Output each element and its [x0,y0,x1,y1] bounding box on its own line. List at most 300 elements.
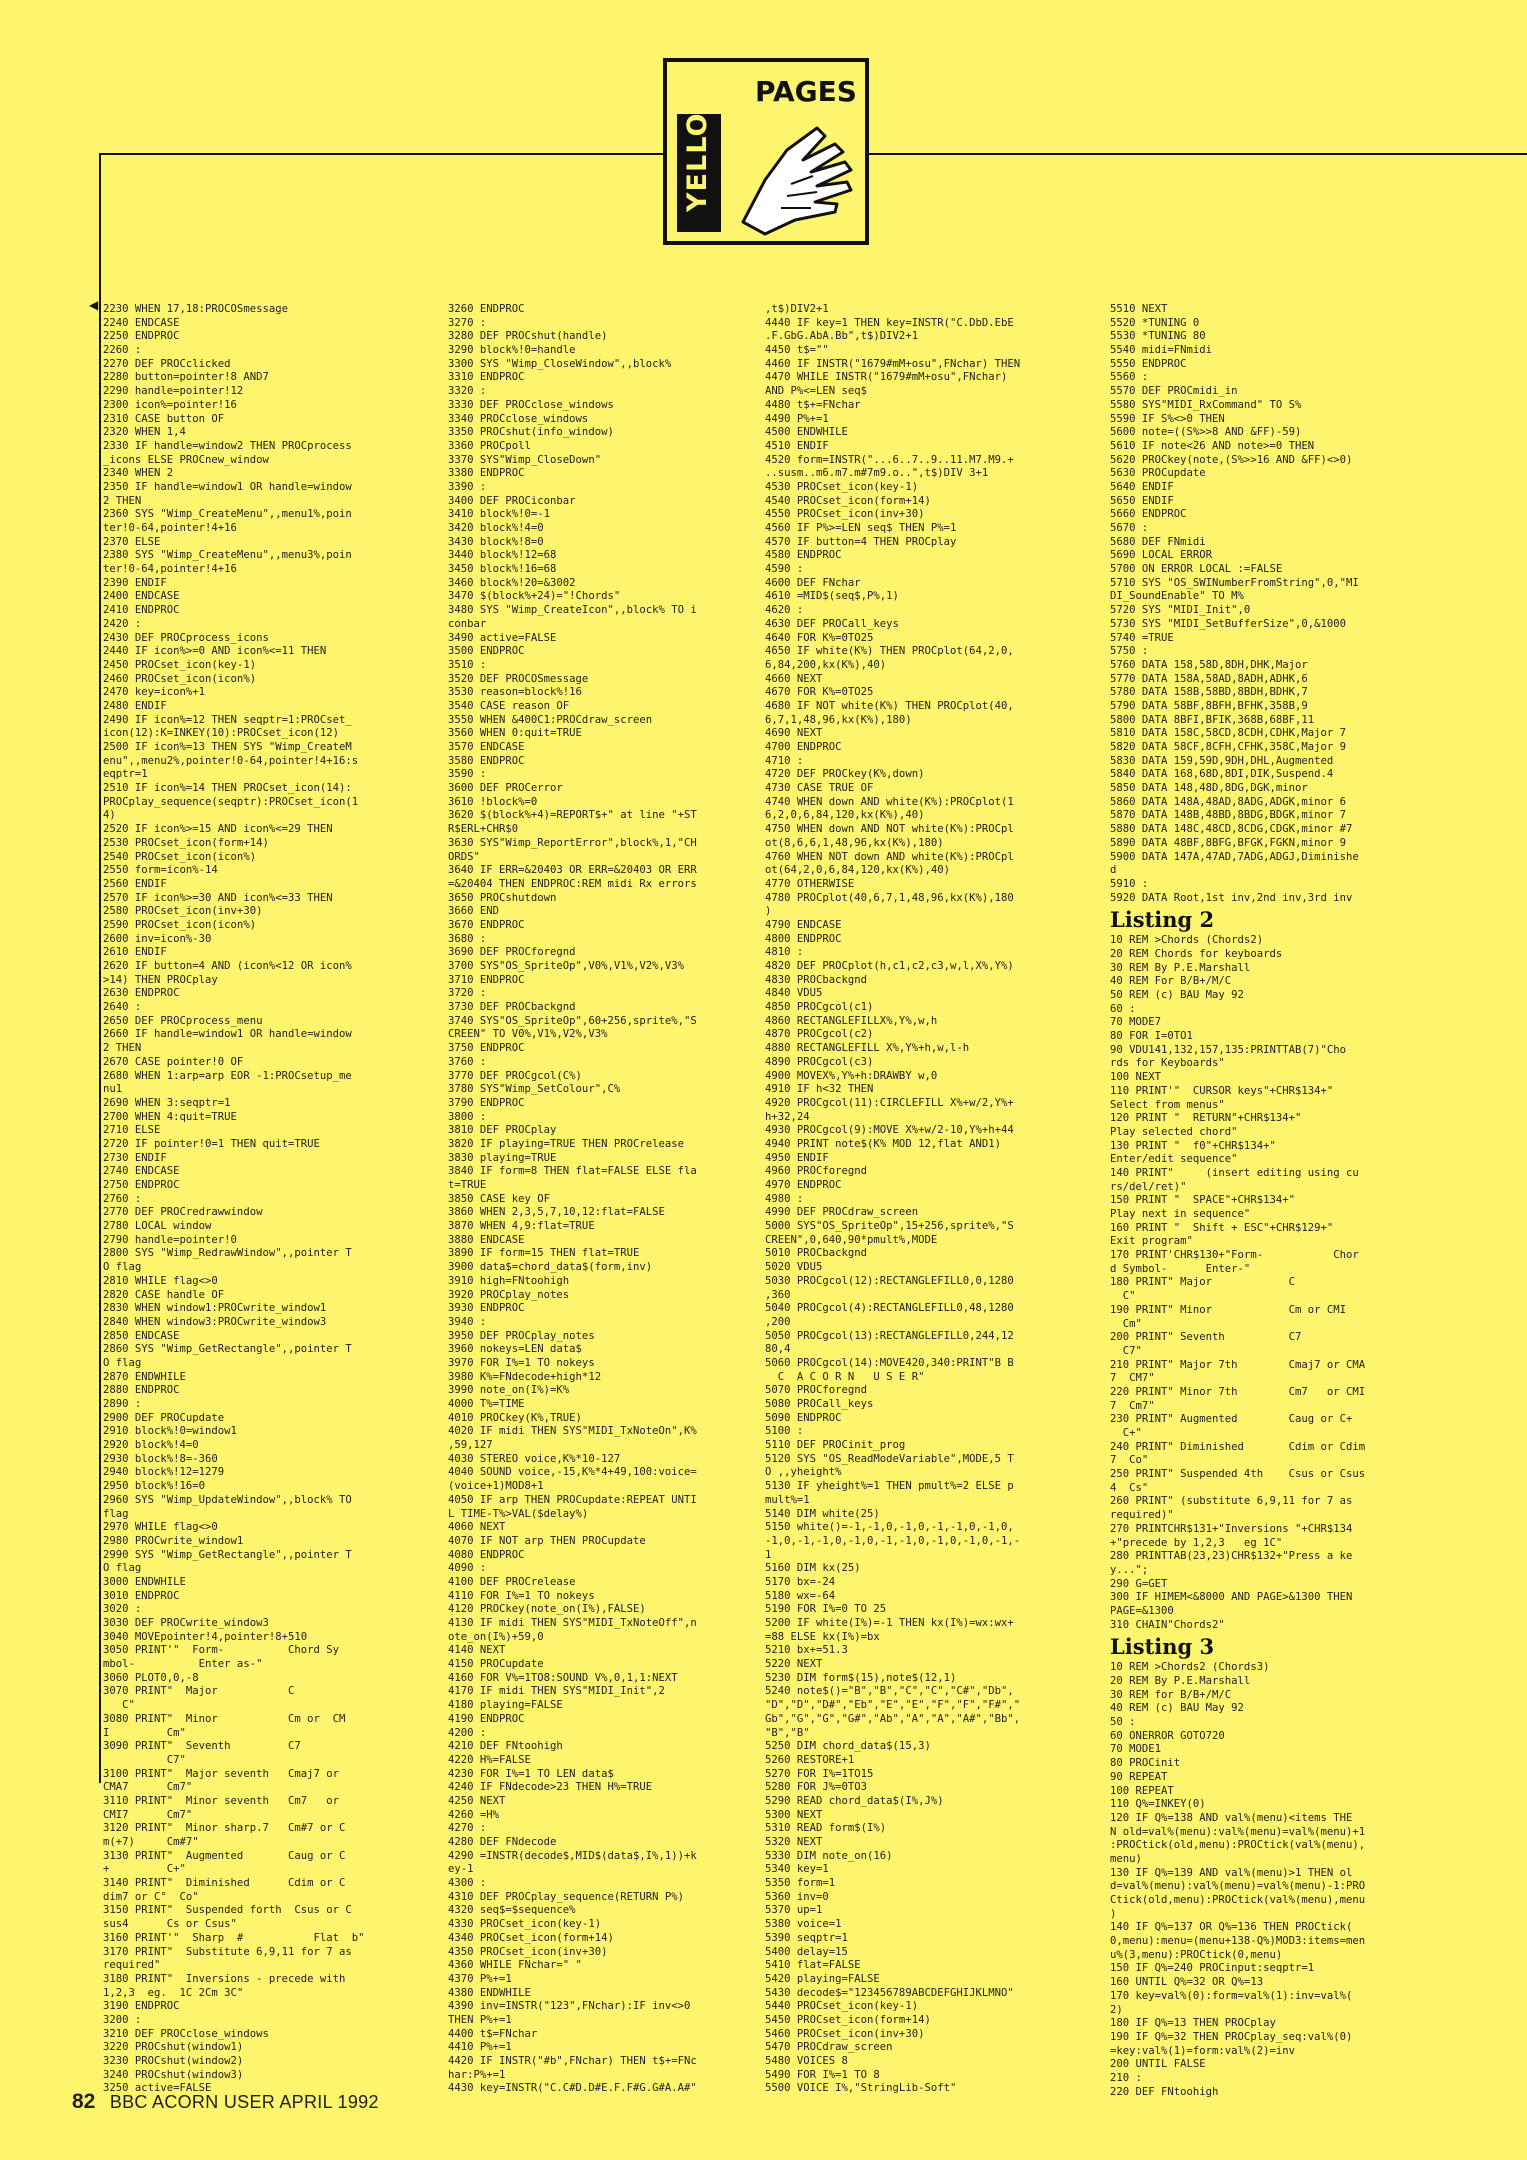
publication-title: BBC ACORN USER APRIL 1992 [109,2092,379,2112]
code-line: 5730 SYS "MIDI_SetBufferSize",0,&1000 [1110,617,1346,630]
code-line: 4870 PROCgcol(c2) [765,1028,874,1041]
code-line: 4360 WHILE FNchar=" " [448,1959,582,1972]
code-line: 180 PRINT" Major C [1110,1276,1295,1289]
code-line: 2470 key=icon%+1 [103,686,206,699]
code-line: 130 IF Q%=139 AND val%(menu)>1 THEN ol [1110,1866,1353,1879]
code-line: 3820 IF playing=TRUE THEN PROCrelease [448,1137,684,1150]
code-line: 4500 ENDWHILE [765,426,848,439]
code-line: sus4 Cs or Csus" [103,1918,237,1931]
code-line: 4160 FOR V%=1TO8:SOUND V%,0,1,1:NEXT [448,1671,678,1684]
code-line: 5800 DATA 8BFI,BFIK,368B,68BF,11 [1110,713,1315,726]
code-line: 2360 SYS "Wimp_CreateMenu",,menu1%,poin [103,508,352,521]
code-line: 5410 flat=FALSE [765,1959,861,1972]
code-line: 3930 ENDPROC [448,1302,525,1315]
code-line: conbar [448,617,487,630]
code-line: 2600 inv=icon%-30 [103,932,212,945]
code-line: 5630 PROCupdate [1110,467,1206,480]
code-line: 4030 STEREO voice,K%*10-127 [448,1452,621,1465]
code-line: 4270 : [448,1822,487,1835]
code-line: 4120 PROCkey(note_on(I%),FALSE) [448,1603,646,1616]
code-line: 3950 DEF PROCplay_notes [448,1329,595,1342]
code-line: 6,84,200,kx(K%),40) [765,658,887,671]
code-line: 2610 ENDIF [103,946,167,959]
code-line: 4380 ENDWHILE [448,1986,531,1999]
code-line: O flag [103,1356,142,1369]
code-line: 100 REPEAT [1110,1784,1174,1797]
code-line: 5070 PROCforegnd [765,1384,868,1397]
code-line: 3450 block%!16=68 [448,563,557,576]
code-line: +"precede by 1,2,3 eg 1C" [1110,1536,1283,1549]
code-line: 4760 WHEN NOT down AND white(K%):PROCpl [765,850,1014,863]
code-line: 2330 IF handle=window2 THEN PROCprocess [103,439,352,452]
code-line: 4050 IF arp THEN PROCupdate:REPEAT UNTI [448,1493,697,1506]
code-line: 3270 : [448,316,487,329]
code-line: 3090 PRINT" Seventh C7 [103,1740,301,1753]
code-line: 2490 IF icon%=12 THEN seqptr=1:PROCset_ [103,713,352,726]
code-line: 5740 =TRUE [1110,631,1174,644]
code-line: 3170 PRINT" Substitute 6,9,11 for 7 as [103,1945,352,1958]
code-line: 70 MODE1 [1110,1743,1162,1756]
code-line: 4600 DEF FNchar [765,576,861,589]
code-line: 2300 icon%=pointer!16 [103,398,237,411]
code-line: 2670 CASE pointer!0 OF [103,1055,244,1068]
code-line: 3980 K%=FNdecode+high*12 [448,1370,602,1383]
code-line: rs/del/ret)" [1110,1180,1187,1193]
code-line: 2620 IF button=4 AND (icon%<12 OR icon% [103,960,352,972]
code-line: 50 REM (c) BAU May 92 [1110,989,1244,1001]
code-line: 4390 inv=INSTR("123",FNchar):IF inv<>0 [448,2000,691,2013]
code-line: 2660 IF handle=window1 OR handle=window [103,1028,352,1041]
code-line: CMI7 Cm7" [103,1808,193,1821]
code-line: 2820 CASE handle OF [103,1288,225,1301]
code-line: 5320 NEXT [765,1836,823,1848]
code-line: 40 REM (c) BAU May 92 [1110,1702,1244,1715]
code-line: 5330 DIM note_on(16) [765,1849,893,1862]
code-line: 90 REPEAT [1110,1770,1168,1783]
code-line: 2560 ENDIF [103,877,167,890]
code-line: 4820 DEF PROCplot(h,c1,c2,c3,w,l,X%,Y%) [765,960,1014,972]
code-line: L TIME-T%>VAL($delay%) [448,1507,589,1520]
code-line: 3530 reason=block%!16 [448,686,582,699]
code-line: 3050 PRINT'" Form- Chord Sy [103,1644,339,1657]
code-line: 2750 ENDPROC [103,1179,180,1191]
code-line: ter!0-64,pointer!4+16 [103,522,237,534]
code-line: 1 [765,1548,772,1561]
code-line: 4980 : [765,1192,804,1205]
code-line: 200 PRINT" Seventh C7 [1110,1331,1302,1344]
code-line: 200 UNTIL FALSE [1110,2058,1206,2071]
code-line: 2350 IF handle=window1 OR handle=window [103,480,352,493]
code-line: 3660 END [448,905,500,918]
code-line: 5670 : [1110,522,1149,534]
code-line: 190 IF Q%=32 THEN PROCplay_seq:val%(0) [1110,2030,1353,2043]
code-line: eqptr=1 [103,768,148,781]
code-line: Ctick(old,menu):PROCtick(val%(menu),menu [1110,1894,1366,1906]
code-line: 2900 DEF PROCupdate [103,1411,225,1424]
code-line: 7 Co" [1110,1454,1149,1467]
code-line: 3160 PRINT'" Sharp # Flat b" [103,1931,365,1944]
code-line: I Cm" [103,1726,186,1739]
code-line: 4280 DEF FNdecode [448,1836,557,1848]
code-line: 5860 DATA 148A,48AD,8ADG,ADGK,minor 6 [1110,795,1346,808]
listing-column-3 [765,303,1115,2096]
code-line: 4890 PROCgcol(c3) [765,1055,874,1068]
code-line: 2420 : [103,617,142,630]
code-line: O ,,yheight% [765,1466,842,1479]
code-line: dim7 or C° Co" [103,1890,199,1903]
code-line: Gb","G","G","G#","Ab","A","A","A#","Bb", [765,1712,1021,1725]
code-line: 2800 SYS "Wimp_RedrawWindow",,pointer T [103,1247,352,1260]
code-line: 5450 PROCset_icon(form+14) [765,2013,931,2026]
code-line: 4290 =INSTR(decode$,MID$(data$,I%,1))+k [448,1849,697,1862]
code-line: 20 REM By P.E.Marshall [1110,1675,1251,1687]
code-line: 5140 DIM white(25) [765,1507,880,1520]
code-line: 5060 PROCgcol(14):MOVE420,340:PRINT"B B [765,1356,1014,1369]
code-line: 5210 bx+=51.3 [765,1644,848,1657]
code-line: 3760 : [448,1055,487,1068]
code-line: 3800 : [448,1110,487,1123]
code-line: 3330 DEF PROCclose_windows [448,398,614,411]
code-line: 90 VDU141,132,157,135:PRINTTAB(7)"Cho [1110,1043,1346,1056]
code-line: 5770 DATA 158A,58AD,8ADH,ADHK,6 [1110,672,1308,685]
code-line: 2980 PROCwrite_window1 [103,1534,244,1547]
code-line: ) [1110,1907,1117,1920]
code-line: 160 PRINT " Shift + ESC"+CHR$129+" [1110,1221,1334,1234]
code-line: 4660 NEXT [765,672,823,685]
code-line: 4220 H%=FALSE [448,1753,531,1766]
page-number: 82 [72,2090,96,2113]
code-line: 2970 WHILE flag<>0 [103,1521,218,1534]
code-line: 5610 IF note<26 AND note>=0 THEN [1110,439,1315,452]
code-line: 3360 PROCpoll [448,439,531,452]
code-line: 2530 PROCset_icon(form+14) [103,836,269,849]
logo-pages-text: PAGES [755,75,857,108]
code-line: 3810 DEF PROCplay [448,1124,557,1137]
code-line: 7 Cm7" [1110,1399,1155,1412]
code-line: 2710 ELSE [103,1124,161,1137]
code-line: 4250 NEXT [448,1794,506,1807]
code-line: .F.GbG.AbA.Bb",t$)DIV2+1 [765,330,919,343]
code-line: 3190 ENDPROC [103,2000,180,2013]
code-line: 210 PRINT" Major 7th Cmaj7 or CMA [1110,1358,1366,1371]
code-line: 3490 active=FALSE [448,631,557,644]
code-line: 2780 LOCAL window [103,1220,212,1233]
code-line: 3940 : [448,1315,487,1328]
code-line: 5030 PROCgcol(12):RECTANGLEFILL0,0,1280 [765,1274,1014,1287]
code-line: 4000 T%=TIME [448,1398,525,1410]
code-line: 6,2,0,6,84,120,kx(K%),40) [765,809,925,822]
code-line: 2850 ENDCASE [103,1329,180,1342]
logo-yellow-text: YELLOW [682,81,713,212]
code-line: 5300 NEXT [765,1808,823,1821]
code-line: 3280 DEF PROCshut(handle) [448,330,608,343]
code-line: 3690 DEF PROCforegnd [448,946,576,959]
code-line: 3070 PRINT" Major C [103,1685,295,1698]
code-line: 4880 RECTANGLEFILL X%,Y%+h,w,l-h [765,1042,970,1055]
code-line: 3990 note_on(I%)=K% [448,1384,570,1397]
code-line: 3000 ENDWHILE [103,1575,186,1588]
code-line: CMA7 Cm7" [103,1781,193,1794]
code-line: 5750 : [1110,645,1149,658]
code-line: 4070 IF NOT arp THEN PROCupdate [448,1534,646,1547]
code-line: 4010 PROCkey(K%,TRUE) [448,1411,582,1424]
code-line: 5100 : [765,1425,804,1438]
code-line: 3460 block%!20=&3002 [448,576,576,589]
code-line: 4790 ENDCASE [765,918,842,931]
walking-fingers-icon [725,110,865,240]
code-line: 2930 block%!8=-360 [103,1452,218,1465]
code-line: 4510 ENDIF [765,439,829,452]
code-line: 4970 ENDPROC [765,1179,842,1191]
code-line: mbol- Enter as-" [103,1658,263,1671]
margin-rule [99,153,101,1783]
code-line: 2720 IF pointer!0=1 THEN quit=TRUE [103,1137,320,1150]
code-line: ot(8,6,6,1,48,96,kx(K%),180) [765,836,944,849]
code-line: 4080 ENDPROC [448,1548,525,1561]
code-line: 3500 ENDPROC [448,645,525,658]
code-line: m(+7) Cm#7" [103,1836,199,1848]
code-line: 3970 FOR I%=1 TO nokeys [448,1356,595,1369]
code-line: 4130 IF midi THEN SYS"MIDI_TxNoteOff",n [448,1617,697,1629]
code-line: 4040 SOUND voice,-15,K%*4+49,100:voice= [448,1466,697,1479]
code-line: 2590 PROCset_icon(icon%) [103,918,257,931]
code-line: 5620 PROCkey(note,(S%>>16 AND &FF)<>0) [1110,453,1353,466]
code-line: 5340 key=1 [765,1863,829,1876]
code-line: u%(3,menu):PROCtick(0,menu) [1110,1948,1283,1961]
code-line: 2730 ENDIF [103,1151,167,1164]
code-line: 80 FOR I=0TO1 [1110,1030,1193,1043]
code-line: 4730 CASE TRUE OF [765,782,874,795]
code-line: 3610 !block%=0 [448,795,538,808]
code-line: C" [103,1699,135,1712]
code-line: 5050 PROCgcol(13):RECTANGLEFILL0,244,12 [765,1329,1014,1342]
code-line: 5710 SYS "OS_SWINumberFromString",0,"MI [1110,576,1359,589]
code-line: 5180 wx=-64 [765,1589,836,1602]
code-line: 5380 voice=1 [765,1918,842,1931]
code-line: 3710 ENDPROC [448,973,525,986]
code-line: required)" [1110,1509,1174,1522]
code-line: 5110 DEF PROCinit_prog [765,1439,906,1452]
code-line: ..susm..m6.m7.m#7m9.o..",t$)DIV 3+1 [765,467,989,480]
code-line: R$ERL+CHR$0 [448,823,519,836]
code-line: 2) [1110,2003,1123,2016]
code-line: 5280 FOR J%=0TO3 [765,1781,868,1794]
code-line: 3140 PRINT" Diminished Cdim or C [103,1877,346,1890]
code-line: 4090 : [448,1562,487,1575]
code-line: Select from menus" [1110,1098,1225,1111]
code-line: 4420 IF INSTR("#b",FNchar) THEN t$+=FNc [448,2055,697,2067]
code-line: 110 Q%=INKEY(0) [1110,1798,1206,1811]
code-line: 5220 NEXT [765,1658,823,1671]
code-line: 3700 SYS"OS_SpriteOp",V0%,V1%,V2%,V3% [448,960,684,972]
code-line: 170 PRINT'CHR$130+"Form- Chor [1110,1249,1359,1262]
code-line: 4020 IF midi THEN SYS"MIDI_TxNoteOn",K% [448,1425,697,1438]
code-line: 5120 SYS "OS_ReadModeVariable",MODE,5 T [765,1452,1014,1465]
code-line: 2440 IF icon%>=0 AND icon%<=11 THEN [103,645,327,658]
code-line: 3400 DEF PROCiconbar [448,494,576,507]
code-line: 2550 form=icon%-14 [103,864,218,877]
code-line: h+32,24 [765,1110,810,1123]
code-line: 3430 block%!8=0 [448,535,544,548]
code-line: 3860 WHEN 2,3,5,7,10,12:flat=FALSE [448,1206,665,1219]
code-line: 300 IF HIMEM<&8000 AND PAGE>&1300 THEN [1110,1591,1353,1604]
code-line: 2 THEN [103,1042,142,1055]
code-line: 5530 *TUNING 80 [1110,330,1206,343]
code-line: 5760 DATA 158,58D,8DH,DHK,Major [1110,658,1308,671]
code-line: 80 PROCinit [1110,1757,1181,1770]
code-line: 3570 ENDCASE [448,741,525,753]
code-line: 4230 FOR I%=1 TO LEN data$ [448,1767,614,1780]
code-line: 50 : [1110,1716,1136,1729]
code-line: 7 CM7" [1110,1372,1155,1385]
code-line: PROCplay_sequence(seqptr):PROCset_icon(1 [103,795,359,808]
code-line: 3320 : [448,385,487,398]
code-line: 4860 RECTANGLEFILLX%,Y%,w,h [765,1014,938,1027]
code-line: 5020 VDU5 [765,1261,823,1274]
code-line: 4800 ENDPROC [765,932,842,945]
code-line: 3350 PROCshut(info_window) [448,426,614,439]
code-line: 5920 DATA Root,1st inv,2nd inv,3rd inv [1110,891,1353,904]
code-line: 5460 PROCset_icon(inv+30) [765,2027,925,2040]
code-line: 4990 DEF PROCdraw_screen [765,1206,919,1219]
code-line: 2460 PROCset_icon(icon%) [103,672,257,685]
code-line: 5560 : [1110,371,1149,384]
code-line: 5000 SYS"OS_SpriteOp",15+256,sprite%,"S [765,1220,1014,1233]
code-line: 3650 PROCshutdown [448,891,557,904]
code-line: 2770 DEF PROCredrawwindow [103,1206,263,1219]
code-line: 5520 *TUNING 0 [1110,316,1200,329]
code-line: 2940 block%!12=1279 [103,1466,225,1479]
code-line: 4490 P%+=1 [765,412,829,425]
code-line: 4610 =MID$(seq$,P%,1) [765,590,899,603]
code-line: 170 key=val%(0):form=val%(1):inv=val%( [1110,1989,1353,2002]
code-line: 100 NEXT [1110,1071,1162,1084]
code-line: 3630 SYS"Wimp_ReportError",block%,1,"CH [448,836,697,849]
header-rule-right [869,153,1527,155]
code-line: 2340 WHEN 2 [103,467,174,480]
code-line: 5230 DIM form$(15),note$(12,1) [765,1671,957,1684]
code-line: 5190 FOR I%=0 TO 25 [765,1603,887,1616]
code-line: menu) [1110,1852,1142,1865]
code-line: 60 ONERROR GOTO720 [1110,1729,1225,1742]
code-line: 4950 ENDIF [765,1151,829,1164]
code-line: 5290 READ chord_data$(I%,J%) [765,1794,944,1807]
code-line: icon(12):K=INKEY(10):PROCset_icon(12) [103,727,339,740]
code-line: 4680 IF NOT white(K%) THEN PROCplot(40, [765,699,1014,712]
code-line: 120 PRINT " RETURN"+CHR$134+" [1110,1112,1302,1125]
code-line: 5500 VOICE I%,"StringLib-Soft" [765,2082,957,2095]
code-line: 5870 DATA 148B,48BD,8BDG,BDGK,minor 7 [1110,809,1346,822]
code-line: 4650 IF white(K%) THEN PROCplot(64,2,0, [765,645,1014,658]
code-line: 4190 ENDPROC [448,1712,525,1725]
code-line: 4150 PROCupdate [448,1658,544,1671]
code-line: 2580 PROCset_icon(inv+30) [103,905,263,918]
code-line: 5430 decode$="123456789ABCDEFGHIJKLMNO" [765,1986,1014,1999]
code-line: 5600 note=((S%>>8 AND &FF)-59) [1110,426,1302,439]
code-line: 110 PRINT'" CURSOR keys"+CHR$134+" [1110,1084,1334,1097]
code-line: 3960 nokeys=LEN data$ [448,1343,582,1356]
code-line: 4700 ENDPROC [765,741,842,753]
code-line: 2510 IF icon%=14 THEN PROCset_icon(14): [103,782,352,795]
code-line: =key:val%(1)=form:val%(2)=inv [1110,2044,1295,2057]
code-line: 80,4 [765,1343,791,1356]
code-line: 5350 form=1 [765,1877,836,1890]
code-line: 5490 FOR I%=1 TO 8 [765,2068,880,2081]
code-line: 4670 FOR K%=0TO25 [765,686,874,699]
code-line: 4340 PROCset_icon(form+14) [448,1931,614,1944]
code-line: 4630 DEF PROCall_keys [765,617,899,630]
code-line: 250 PRINT" Suspended 4th Csus or Csus [1110,1468,1366,1481]
code-line: d=val%(menu):val%(menu)=val%(menu)-1:PRO [1110,1880,1366,1893]
code-line: 5880 DATA 148C,48CD,8CDG,CDGK,minor #7 [1110,823,1353,836]
code-line: 3180 PRINT" Inversions - precede with [103,1972,346,1985]
code-line: 2260 : [103,344,142,357]
code-line: PAGE=&1300 [1110,1604,1174,1617]
code-line: 2860 SYS "Wimp_GetRectangle",,pointer T [103,1343,352,1356]
code-line: 2230 WHEN 17,18:PROCOSmessage [103,303,288,315]
code-line: t=TRUE [448,1179,487,1191]
code-line: 5590 IF S%<>0 THEN [1110,412,1225,425]
code-line: flag [103,1507,129,1520]
code-line: CREEN",0,640,90*pmult%,MODE [765,1233,938,1246]
code-line: 4750 WHEN down AND NOT white(K%):PROCpl [765,823,1014,836]
code-line: ey-1 [448,1863,474,1876]
code-line: 3440 block%!12=68 [448,549,557,562]
code-line: 3380 ENDPROC [448,467,525,480]
code-line: 3250 active=FALSE [103,2082,212,2095]
code-line: 3040 MOVEpointer!4,pointer!8+510 [103,1630,308,1643]
code-line: 4780 PROCplot(40,6,7,1,48,96,kx(K%),180 [765,891,1014,904]
code-line: 5660 ENDPROC [1110,508,1187,521]
code-line: 6,7,1,48,96,kx(K%),180) [765,713,912,726]
code-line: 4550 PROCset_icon(inv+30) [765,508,925,521]
code-line: 220 DEF FNtoohigh [1110,2085,1219,2098]
code-line: 3580 ENDPROC [448,754,525,767]
code-line: 4920 PROCgcol(11):CIRCLEFILL X%+w/2,Y%+ [765,1096,1014,1109]
code-line: 4210 DEF FNtoohigh [448,1740,563,1753]
code-line: 3420 block%!4=0 [448,522,544,534]
code-line: 4 Cs" [1110,1481,1149,1494]
code-line: 5680 DEF FNmidi [1110,535,1206,548]
code-line: 3340 PROCclose_windows [448,412,589,425]
code-line: 3080 PRINT" Minor Cm or CM [103,1712,346,1725]
code-line: 40 REM For B/B+/M/C [1110,975,1232,988]
code-line: 5470 PROCdraw_screen [765,2041,893,2054]
code-line: 2950 block%!16=0 [103,1480,206,1493]
code-line: 2450 PROCset_icon(key-1) [103,658,257,671]
code-line: 3520 DEF PROCOSmessage [448,672,589,685]
code-line: 2650 DEF PROCprocess_menu [103,1014,263,1027]
code-line: 310 CHAIN"Chords2" [1110,1618,1225,1631]
code-line: 4560 IF P%>=LEN seq$ THEN P%=1 [765,522,957,534]
code-line: 230 PRINT" Augmented Caug or C+ [1110,1413,1353,1426]
code-line: 5240 note$()="B","B","C","C","C#","Db", [765,1685,1014,1698]
code-line: 280 PRINTTAB(23,23)CHR$132+"Press a ke [1110,1550,1353,1563]
code-line: 5640 ENDIF [1110,480,1174,493]
code-line: 3240 PROCshut(window3) [103,2068,244,2081]
code-line: 3480 SYS "Wimp_CreateIcon",,block% TO i [448,604,697,617]
code-line: 2920 block%!4=0 [103,1439,199,1452]
code-line: 5830 DATA 159,59D,9DH,DHL,Augmented [1110,754,1334,767]
code-line: "B","B" [765,1726,810,1739]
listing-column-4 [1110,303,1490,2099]
code-line: 3740 SYS"OS_SpriteOp",60+256,sprite%,"S [448,1014,697,1027]
code-line: 2640 : [103,1001,142,1014]
code-line: ter!0-64,pointer!4+16 [103,563,237,576]
code-line: 5690 LOCAL ERROR [1110,549,1213,562]
code-line: 5130 IF yheight%=1 THEN pmult%=2 ELSE p [765,1480,1014,1493]
code-line: 5850 DATA 148,48D,8DG,DGK,minor [1110,782,1308,795]
